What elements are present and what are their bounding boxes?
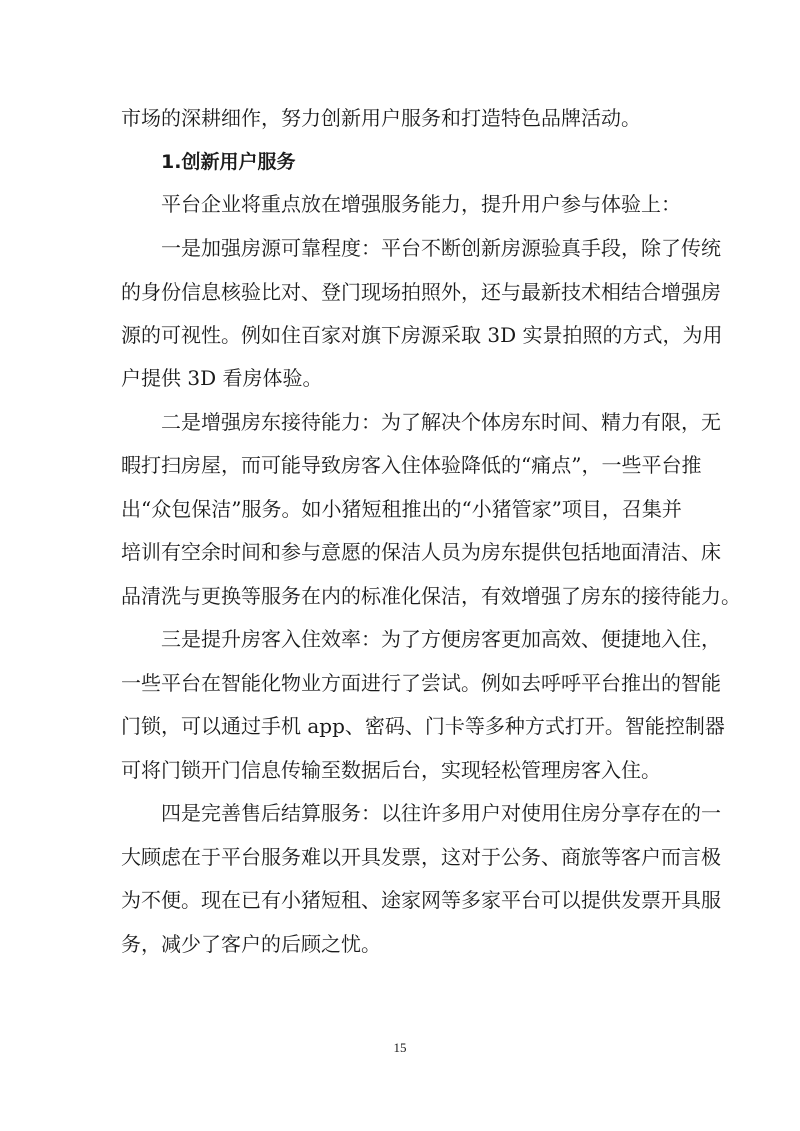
paragraph-line: 一些平台在智能化物业方面进行了尝试。例如去呼呼平台推出的智能 [121,671,721,695]
intro-line: 市场的深耕细作，努力创新用户服务和打造特色品牌活动。 [121,106,641,130]
paragraph-line: 务，减少了客户的后顾之忧。 [121,932,381,956]
paragraph-line: 户提供 3D 看房体验。 [121,366,323,390]
paragraph-line: 四是完善售后结算服务：以往许多用户对使用住房分享存在的一 [161,801,721,825]
lead-sentence: 平台企业将重点放在增强服务能力，提升用户参与体验上： [161,192,681,216]
paragraph-line: 源的可视性。例如住百家对旗下房源采取 3D 实景拍照的方式，为用 [121,323,723,347]
paragraph-line: 一是加强房源可靠程度：平台不断创新房源验真手段，除了传统 [161,236,721,260]
paragraph-line: 二是增强房东接待能力：为了解决个体房东时间、精力有限，无 [161,410,721,434]
paragraph-line: 为不便。现在已有小猪短租、途家网等多家平台可以提供发票开具服 [121,888,721,912]
paragraph-line: 品清洗与更换等服务在内的标准化保洁，有效增强了房东的接待能力。 [121,584,741,608]
paragraph-line: 门锁，可以通过手机 app、密码、门卡等多种方式打开。智能控制器 [121,714,725,738]
section-heading: 1.创新用户服务 [161,151,296,173]
page-number: 15 [393,1040,407,1055]
paragraph-line: 培训有空余时间和参与意愿的保洁人员为房东提供包括地面清洁、床 [121,540,721,564]
paragraph-line: 暇打扫房屋，而可能导致房客入住体验降低的“痛点”，一些平台推 [121,453,702,477]
paragraph-line: 大顾虑在于平台服务难以开具发票，这对于公务、商旅等客户而言极 [121,845,721,869]
paragraph-line: 三是提升房客入住效率：为了方便房客更加高效、便捷地入住， [161,627,721,651]
paragraph-line: 出“众包保洁”服务。如小猪短租推出的“小猪管家”项目，召集并 [121,497,682,521]
paragraph-line: 的身份信息核验比对、登门现场拍照外，还与最新技术相结合增强房 [121,280,721,304]
paragraph-line: 可将门锁开门信息传输至数据后台，实现轻松管理房客入住。 [121,758,661,782]
